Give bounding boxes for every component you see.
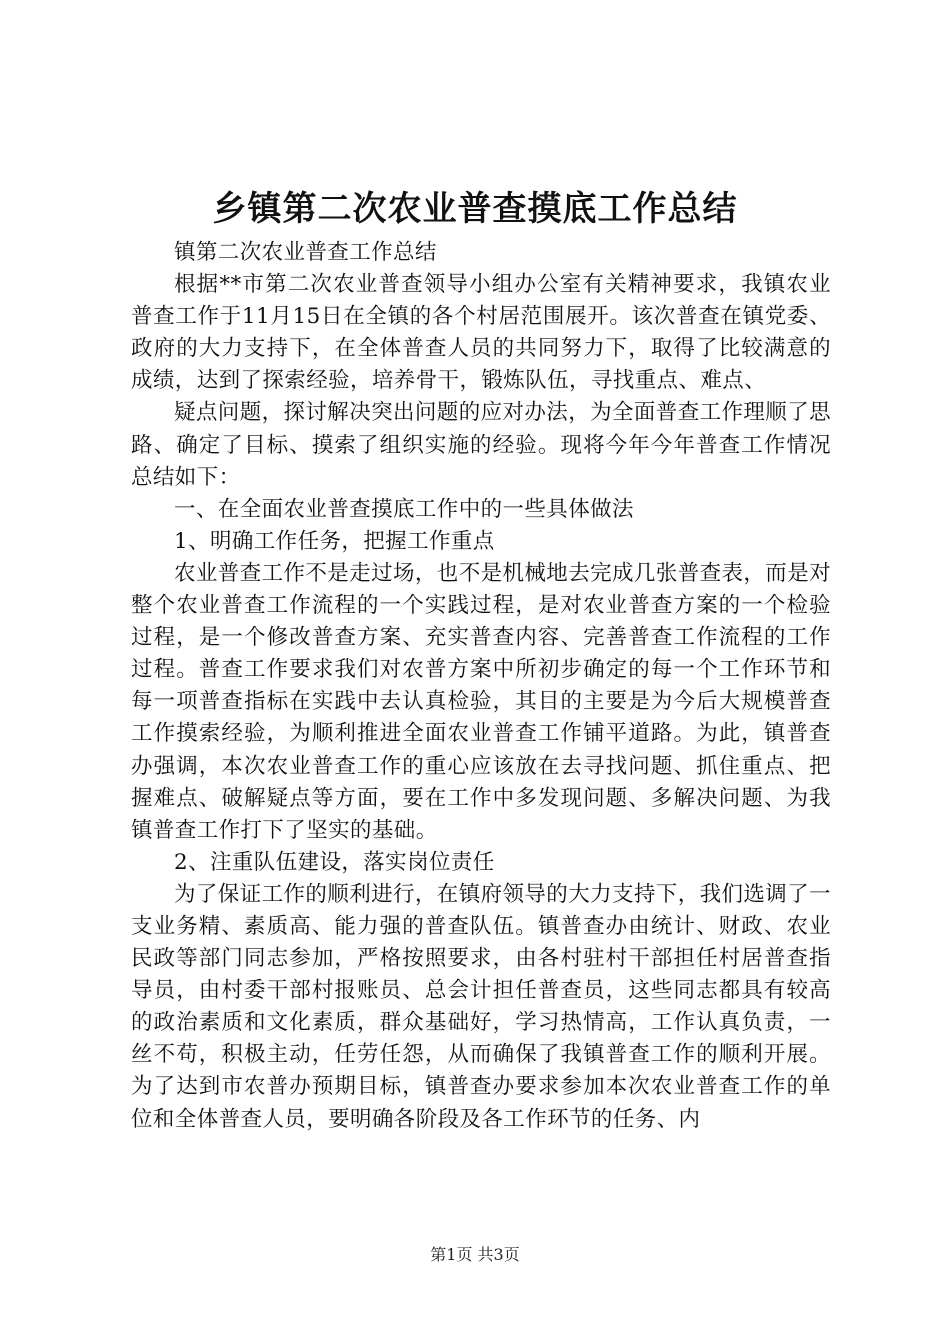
paragraph: 农业普查工作不是走过场，也不是机械地去完成几张普查表，而是对整个农业普查工作流程的一个实践过程，是对农业普查方案的一个检验过程，是一个修改普查方案、充实普查内容、完善普查工作流程的工作过程。普查工作要求我们对农普方案中所初步确定的每一个工作环节和每一项普查指标在实践中去认真检验，其目的主要是为今后大规模普查工作摸索经验，为顺利推进全面农业普查工作铺平道路。为此，镇普查办强调，本次农业普查工作的重心应该放在去寻找问题、抓住重点、把握难点、破解疑点等方面，要在工作中多发现问题、多解决问题、为我镇普查工作打下了坚实的基础。 bbox=[131, 560, 832, 843]
paragraph: 镇第二次农业普查工作总结 bbox=[174, 240, 437, 265]
section-heading: 一、在全面农业普查摸底工作中的一些具体做法 bbox=[174, 496, 634, 522]
document-body bbox=[131, 237, 831, 1136]
subsection-heading: 2、注重队伍建设，落实岗位责任 bbox=[174, 849, 495, 875]
subsection-heading: 1、明确工作任务，把握工作重点 bbox=[174, 528, 495, 554]
page-footer: 第1页 共3页 bbox=[430, 1245, 520, 1264]
paragraph: 为了保证工作的顺利进行，在镇府领导的大力支持下，我们选调了一支业务精、素质高、能力强的普查队伍。镇普查办由统计、财政、农业民政等部门同志参加，严格按照要求，由各村驻村干部担任村居普查指导员，由村委干部村报账员、总会计担任普查员，这些同志都具有较高的政治素质和文化素质，群众基础好，学习热情高，工作认真负责，一丝不苟，积极主动，任劳任怨，从而确保了我镇普查工作的顺利开展。为了达到市农普办预期目标，镇普查办要求参加本次农业普查工作的单位和全体普查人员，要明确各阶段及各工作环节的任务、内 bbox=[131, 881, 832, 1132]
paragraph: 根据**市第二次农业普查领导小组办公室有关精神要求，我镇农业普查工作于11月15日在全镇的各个村居范围展开。该次普查在镇党委、政府的大力支持下，在全体普查人员的共同努力下，取得了比较满意的成绩，达到了探索经验，培养骨干，锻炼队伍，寻找重点、难点、 bbox=[131, 272, 831, 394]
paragraph: 疑点问题，探讨解决突出问题的应对办法，为全面普查工作理顺了思路、确定了目标、摸索了组织实施的经验。现将今年今年普查工作情况总结如下： bbox=[131, 400, 832, 490]
document-title: 乡镇第二次农业普查摸底工作总结 bbox=[212, 189, 738, 229]
